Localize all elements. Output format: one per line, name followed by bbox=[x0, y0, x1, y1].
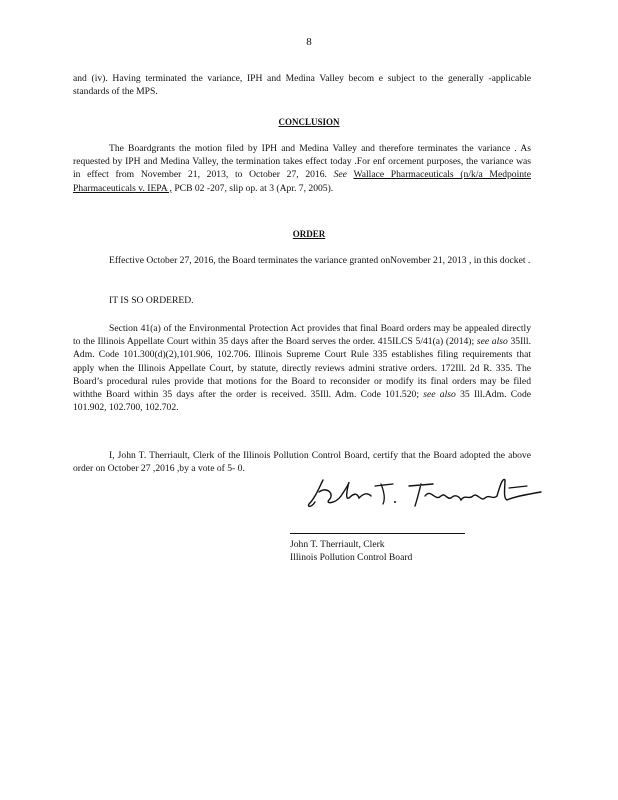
case-name-v: v. IEPA , bbox=[135, 182, 172, 194]
case-name-a: Wallace Pharmaceuticals (n/k/a Medpointe Pharmaceuticals bbox=[73, 169, 531, 194]
heading-order bbox=[0, 229, 618, 239]
appeal-text-a: Section 41(a) of the Environmental Protection Act provides that final Board orders may be appealed directly to the Illinois Appellate Court within 35 days after the Board serves the order. 415ILCS 5/41(a) (2014); bbox=[73, 323, 531, 348]
paragraph-so-ordered: IT IS SO ORDERED. bbox=[109, 295, 194, 306]
see-also-signal-1: see also bbox=[476, 336, 508, 348]
signature-line bbox=[290, 533, 465, 534]
clerk-name: John T. Therriault, Clerk bbox=[290, 539, 385, 550]
heading-order-text: ORDER bbox=[292, 229, 326, 239]
page-number: 8 bbox=[306, 36, 312, 48]
clerk-organization: Illinois Pollution Control Board bbox=[290, 552, 413, 563]
paragraph-order: Effective October 27, 2016, the Board terminates the variance granted onNovember 21, 2013 , in this docket . bbox=[109, 255, 531, 266]
see-signal: See bbox=[333, 169, 347, 181]
paragraph-certification: I, John T. Therriault, Clerk of the Illinois Pollution Control Board, certify that the Board adopted the above order on October 27 ,2016 ,by a vote of 5- 0. bbox=[73, 450, 531, 475]
conclusion-main: The Boardgrants the motion filed by IPH and Medina Valley and therefore terminates the variance . As requested by IPH and Medina Valley, the termination takes effect today .For enf orcement purposes, the variance was in effect from November 21, 2013, to October 27, 2016. bbox=[73, 143, 531, 181]
heading-conclusion bbox=[0, 117, 618, 127]
paragraph-intro: and (iv). Having terminated the variance, IPH and Medina Valley becom e subject to the generally -applicable standards of the MPS. bbox=[73, 73, 531, 98]
appeal-text-c: 35 Ill.Adm. Code 101.902, 102.700, 102.702. bbox=[73, 389, 531, 414]
paragraph-conclusion bbox=[73, 142, 531, 195]
heading-conclusion-text: CONCLUSION bbox=[278, 117, 340, 127]
case-citation: PCB 02 -207, slip op. at 3 (Apr. 7, 2005). bbox=[171, 182, 334, 194]
handwritten-signature bbox=[305, 474, 545, 510]
see-also-signal-2: see also bbox=[423, 389, 456, 401]
appeal-text-b: 35Ill. Adm. Code 101.300(d)(2),101.906, 102.706. Illinois Supreme Court Rule 335 establishes filing requirements that apply when the Illinois Appellate Court, by statute, directly reviews admini strative orders. 172Ill. 2d R. 335. The Board’s procedural rules provide that motions for the Board to reconsider or modify its final orders may be filed withthe Board within 35 days after the order is received. 35Ill. Adm. Code 101.520; bbox=[73, 336, 531, 401]
paragraph-appeal-rights bbox=[73, 322, 531, 414]
